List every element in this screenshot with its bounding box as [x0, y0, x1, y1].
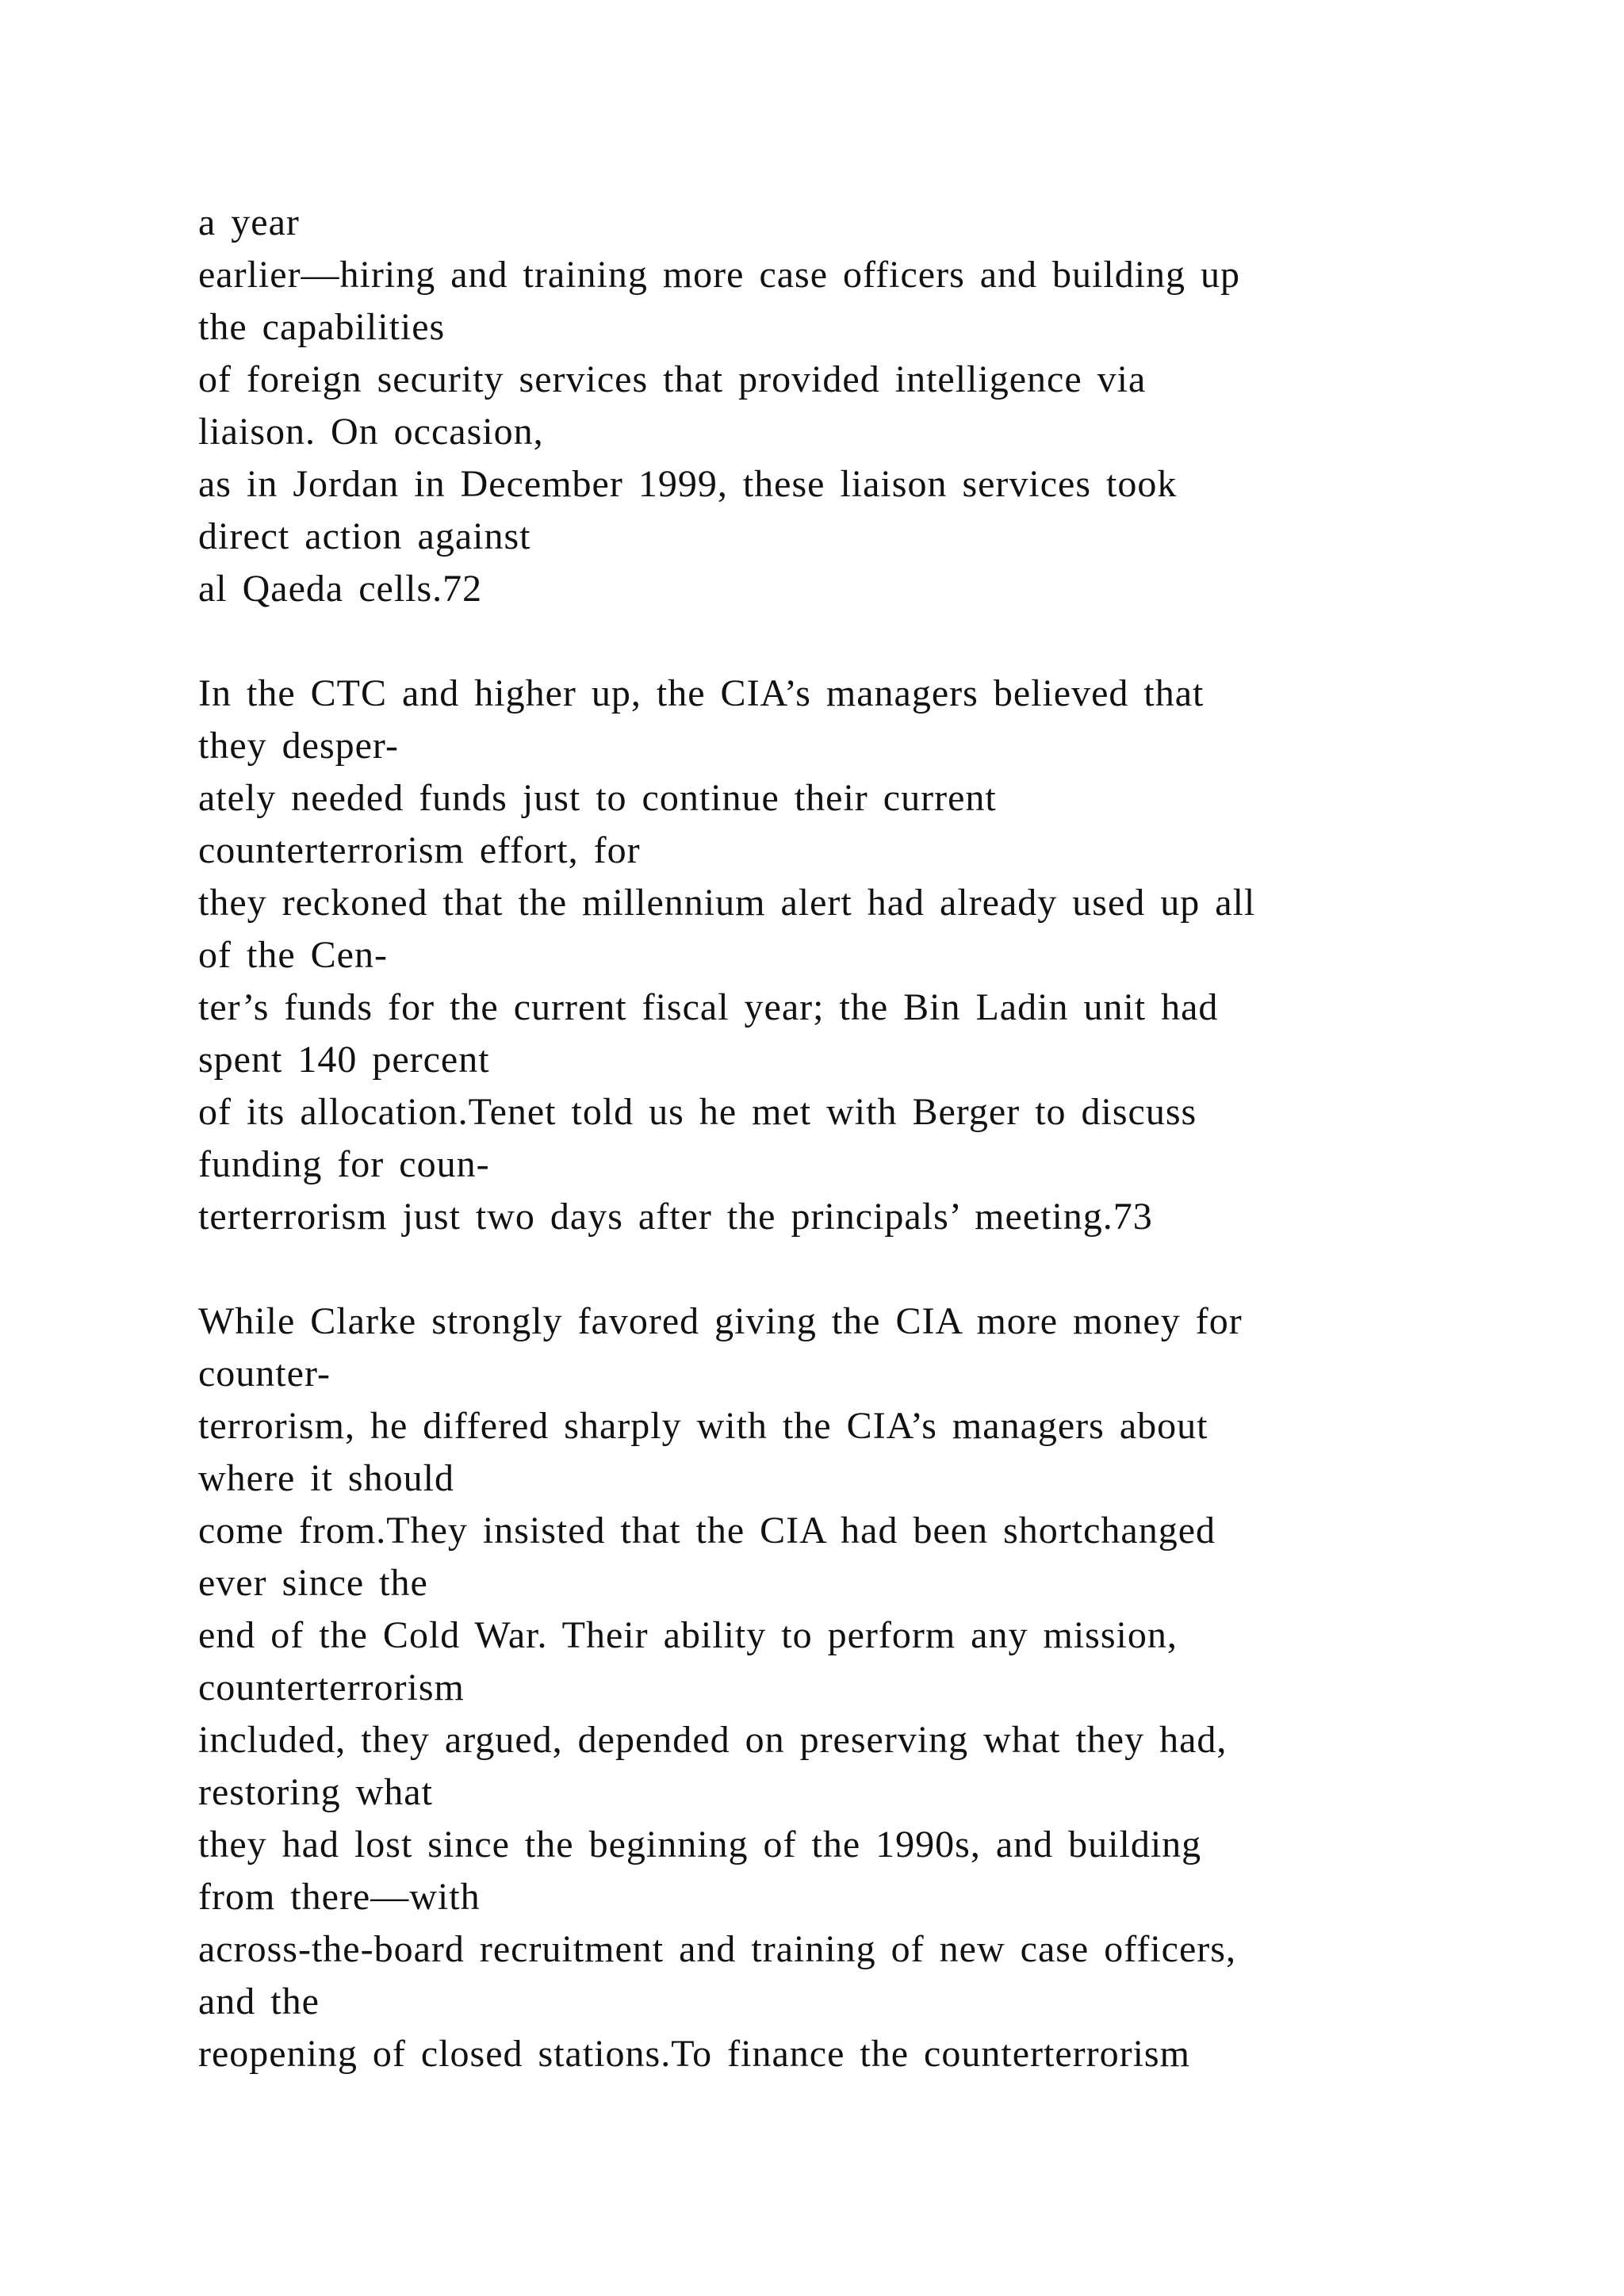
- text-line: end of the Cold War. Their ability to perform any mission,: [198, 1614, 1178, 1656]
- text-line: the capabilities: [198, 306, 446, 348]
- text-line: funding for coun-: [198, 1143, 490, 1185]
- text-line: of the Cen-: [198, 934, 388, 976]
- text-line: counter-: [198, 1353, 331, 1395]
- text-line: a year: [198, 201, 300, 243]
- text-line: terterrorism just two days after the principals’ meeting.73: [198, 1196, 1153, 1238]
- paragraph-3: [198, 1295, 1507, 2080]
- text-line: of foreign security services that provided intelligence via: [198, 358, 1147, 400]
- paragraph-gap: [198, 1243, 1507, 1295]
- text-line: from there—with: [198, 1876, 481, 1918]
- text-line: ever since the: [198, 1562, 428, 1604]
- text-line: they reckoned that the millennium alert had already used up all: [198, 882, 1256, 924]
- text-line: spent 140 percent: [198, 1039, 490, 1081]
- text-line: across-the-board recruitment and training of new case officers,: [198, 1928, 1236, 1970]
- text-line: reopening of closed stations.To finance the counterterrorism: [198, 2033, 1190, 2075]
- paragraph-1: [198, 197, 1507, 615]
- text-line: come from.They insisted that the CIA had been shortchanged: [198, 1510, 1216, 1552]
- text-line: al Qaeda cells.72: [198, 568, 483, 610]
- text-line: included, they argued, depended on preserving what they had,: [198, 1719, 1228, 1761]
- text-line: terrorism, he differed sharply with the CIA’s managers about: [198, 1405, 1208, 1447]
- text-line: they desper-: [198, 725, 399, 767]
- text-line: and the: [198, 1980, 320, 2022]
- text-line: earlier—hiring and training more case officers and building up: [198, 254, 1241, 296]
- text-line: restoring what: [198, 1771, 433, 1813]
- text-line: counterterrorism: [198, 1667, 465, 1709]
- text-line: ter’s funds for the current fiscal year; the Bin Ladin unit had: [198, 986, 1219, 1028]
- text-line: they had lost since the beginning of the 1990s, and building: [198, 1823, 1202, 1866]
- text-line: as in Jordan in December 1999, these liaison services took: [198, 463, 1178, 505]
- text-line: counterterrorism effort, for: [198, 829, 641, 871]
- body-text: [198, 197, 1507, 2080]
- text-line: where it should: [198, 1457, 454, 1499]
- text-line: of its allocation.Tenet told us he met with Berger to discuss: [198, 1091, 1197, 1133]
- paragraph-gap: [198, 615, 1507, 668]
- paragraph-2: [198, 668, 1507, 1243]
- text-line: direct action against: [198, 515, 531, 557]
- text-line: liaison. On occasion,: [198, 411, 544, 453]
- text-line: In the CTC and higher up, the CIA’s managers believed that: [198, 672, 1205, 714]
- text-line: ately needed funds just to continue their current: [198, 777, 997, 819]
- text-line: While Clarke strongly favored giving the CIA more money for: [198, 1300, 1243, 1342]
